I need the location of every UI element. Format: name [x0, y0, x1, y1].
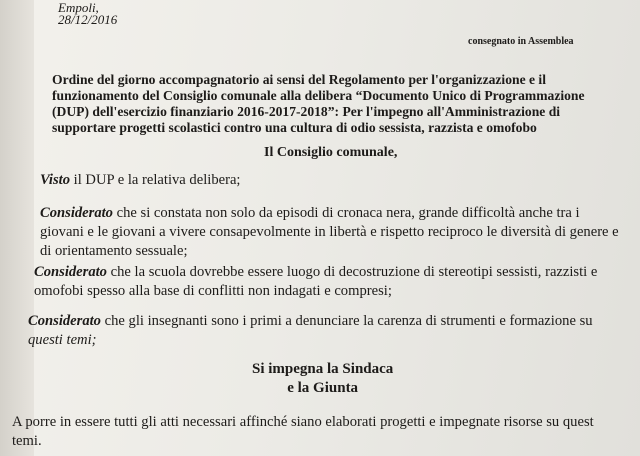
header-place: Empoli,: [58, 0, 99, 15]
paragraph-line: che si constata non solo da episodi di cronaca nera, grande difficoltà anche tra i: [112, 205, 580, 221]
paragraph-line: temi.: [12, 433, 42, 449]
visto-paragraph: [40, 171, 240, 190]
paragraph-line: che la scuola dovrebbe essere luogo di decostruzione di stereotipi sessisti, razzisti e: [106, 264, 598, 280]
commitment-line: e la Giunta: [287, 380, 359, 396]
order-line: funzionamento del Consiglio comunale alla delibera “Documento Unico di Programmazione: [52, 88, 585, 103]
considerato-keyword: Considerato: [34, 264, 107, 280]
paragraph-line: giovani e le giovani a vivere consapevolmente in libertà e rispetto reciproco le diversità di genere e: [40, 224, 619, 240]
paper-shadow-edge: [0, 0, 34, 456]
paragraph-line: che gli insegnanti sono i primi a denunciare la carenza di strumenti e formazione su: [100, 313, 593, 329]
considerato-paragraph-1: [40, 204, 619, 261]
order-line: supportare progetti scolastici contro una cultura di odio sessista, razzista e omofobo: [52, 120, 537, 135]
final-paragraph: [12, 413, 594, 451]
order-line: (DUP) dell'esercizio finanziario 2016-2017-2018”: Per l'impegno all'Amministrazione di: [52, 104, 561, 119]
paragraph-line: omofobi spesso alla base di conflitti non indagati e compresi;: [34, 283, 392, 299]
order-of-the-day-title: [52, 72, 612, 136]
council-heading: Il Consiglio comunale,: [264, 145, 398, 160]
considerato-paragraph-2: [34, 263, 597, 301]
visto-keyword: Visto: [40, 172, 71, 188]
delivered-note: consegnato in Assemblea: [468, 36, 574, 47]
commitment-heading: [252, 360, 393, 398]
order-line: Ordine del giorno accompagnatorio ai sensi del Regolamento per l'organizzazione e il: [52, 72, 546, 87]
considerato-keyword: Considerato: [40, 205, 113, 221]
paragraph-line: di orientamento sessuale;: [40, 243, 188, 259]
header-date: 28/12/2016: [58, 12, 118, 27]
considerato-keyword: Considerato: [28, 313, 101, 329]
considerato-paragraph-3: [28, 312, 593, 350]
visto-text: il DUP e la relativa delibera;: [70, 172, 241, 188]
paragraph-line: A porre in essere tutti gli atti necessari affinché siano elaborati progetti e impegnate risorse su quest: [12, 414, 594, 430]
commitment-line: Si impegna la Sindaca: [252, 361, 394, 377]
paragraph-line: questi temi;: [28, 332, 97, 348]
